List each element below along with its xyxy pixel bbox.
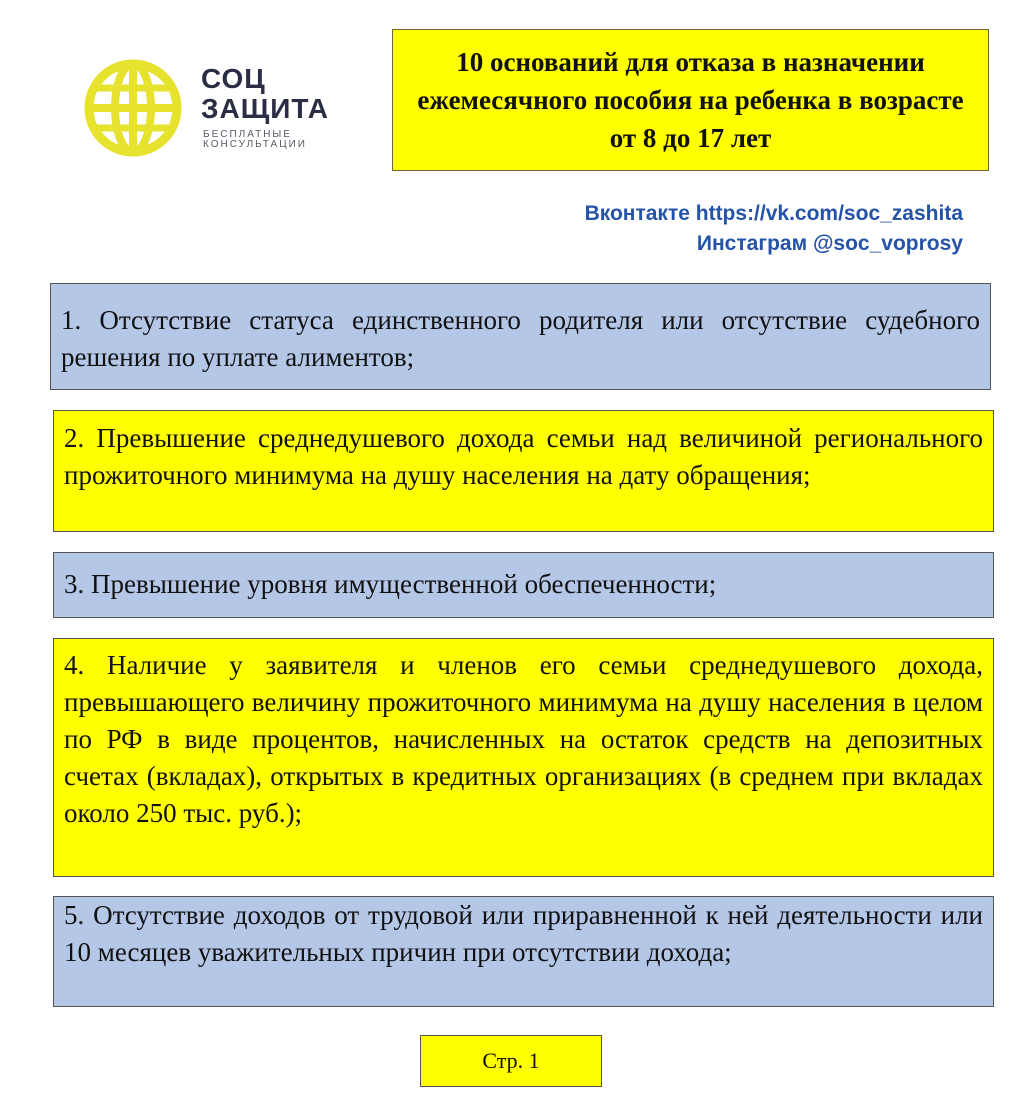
tagline-line-1: БЕСПЛАТНЫЕ	[203, 129, 292, 140]
reason-item-3: 3. Превышение уровня имущественной обеспеченности;	[53, 552, 994, 618]
logo	[83, 58, 353, 158]
page-title: 10 оснований для отказа в назначении ежемесячного пособия на ребенка в возрасте от 8 до 17 лет	[392, 29, 989, 171]
reason-item-2: 2. Превышение среднедушевого дохода семьи над величиной регионального прожиточного минимума на душу населения на дату обращения;	[53, 410, 994, 532]
social-links	[480, 199, 963, 259]
brand-name	[201, 64, 329, 124]
brand-line-1: СОЦ	[201, 63, 266, 94]
page-number: Стр. 1	[420, 1035, 602, 1087]
brand-tagline	[203, 130, 307, 150]
reason-item-4: 4. Наличие у заявителя и членов его семьи среднедушевого дохода, превышающего величину прожиточного минимума на душу населения в целом по РФ в виде процентов, начисленных на остаток средств на депозитных счетах (вкладах), открытых в кредитных организациях (в среднем при вкладах около 250 тыс. руб.);	[53, 638, 994, 877]
brand-line-2: ЗАЩИТА	[201, 93, 329, 124]
reason-item-5: 5. Отсутствие доходов от трудовой или приравненной к ней деятельности или 10 месяцев уважительных причин при отсутствии дохода;	[53, 896, 994, 1007]
reason-item-1: 1. Отсутствие статуса единственного родителя или отсутствие судебного решения по уплате алиментов;	[50, 283, 991, 390]
instagram-link[interactable]: Инстаграм @soc_voprosy	[696, 232, 963, 255]
globe-icon	[83, 58, 183, 158]
vk-link[interactable]: Вконтакте https://vk.com/soc_zashita	[584, 202, 963, 225]
tagline-line-2: КОНСУЛЬТАЦИИ	[203, 139, 307, 150]
